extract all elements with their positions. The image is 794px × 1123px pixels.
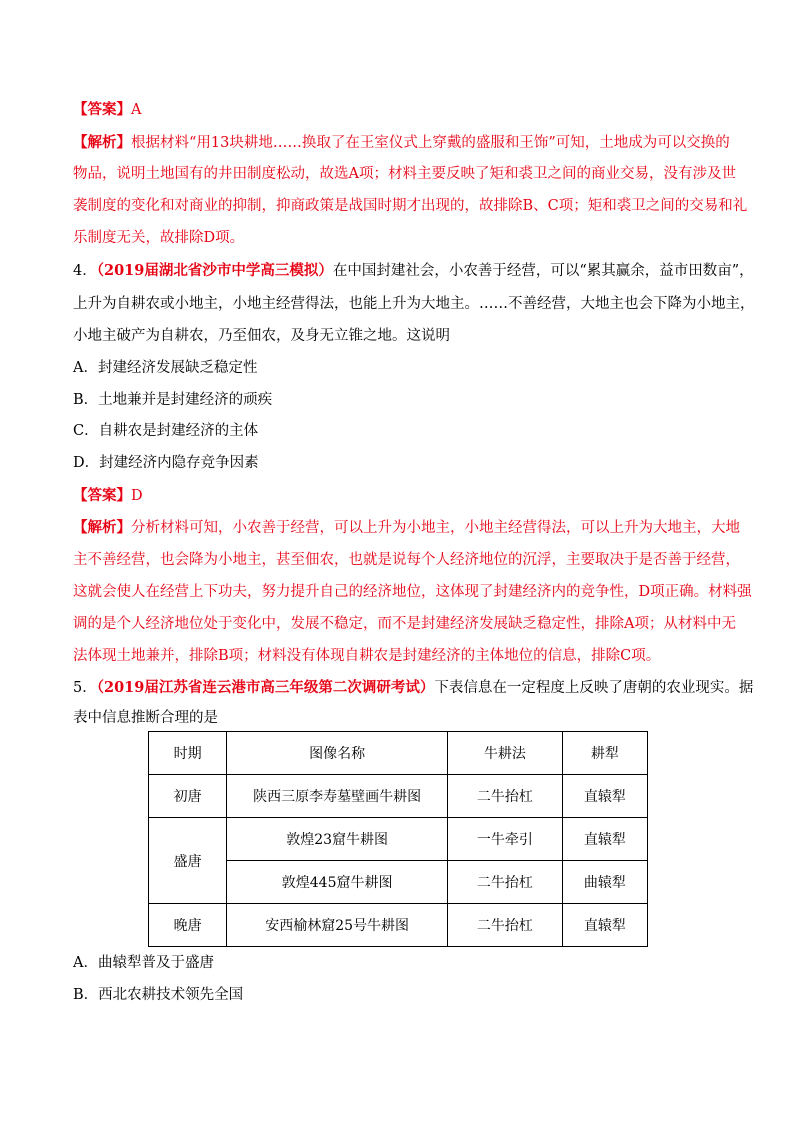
cell-image: 陕西三原李寿墓壁画牛耕图 (227, 775, 448, 818)
cell-period: 盛唐 (149, 818, 227, 904)
q3-analysis-tag: 【解析】 (73, 134, 131, 151)
q5-stem-line-2: 表中信息推断合理的是 (73, 710, 218, 726)
cell-image: 敦煌445窟牛耕图 (227, 861, 448, 904)
cell-plow: 直辕犁 (562, 818, 647, 861)
header-method: 牛耕法 (447, 732, 562, 775)
q4-source: （2019届湖北省沙市中学高三模拟） (96, 262, 333, 279)
cell-method: 一牛牵引 (447, 818, 562, 861)
q4-analysis-tag: 【解析】 (73, 519, 131, 536)
cell-method: 二牛抬杠 (447, 775, 562, 818)
q5-option-b: B．西北农耕技术领先全国 (73, 987, 244, 1003)
header-plow: 耕犁 (562, 732, 647, 775)
q5-source: （2019届江苏省连云港市高三年级第二次调研考试） (96, 679, 435, 696)
q3-analysis-line-4: 乐制度无关，故排除D项。 (73, 230, 245, 246)
cell-image: 安西榆林窟25号牛耕图 (227, 904, 448, 947)
header-image: 图像名称 (227, 732, 448, 775)
q4-stem-line-1 (73, 261, 754, 281)
q4-number: 4． (73, 263, 97, 279)
cell-period: 晚唐 (149, 904, 227, 947)
q4-option-c: C．自耕农是封建经济的主体 (73, 423, 259, 439)
table-header-row (149, 732, 648, 775)
cell-plow: 直辕犁 (562, 904, 647, 947)
q4-analysis-line-1 (73, 518, 740, 538)
q3-answer-value: A (131, 102, 142, 118)
q3-answer-tag: 【答案】 (73, 101, 131, 118)
q4-answer (73, 486, 143, 506)
cell-period: 初唐 (149, 775, 227, 818)
cell-method: 二牛抬杠 (447, 861, 562, 904)
q4-analysis-line-5: 法体现土地兼并，排除B项；材料没有体现自耕农是封建经济的主体地位的信息，排除C项。 (73, 648, 661, 664)
q3-answer (73, 100, 141, 120)
info-table (148, 731, 648, 947)
table-row (149, 775, 648, 818)
cell-plow: 直辕犁 (562, 775, 647, 818)
table-row (149, 818, 648, 861)
q4-option-a: A．封建经济发展缺乏稳定性 (73, 360, 258, 376)
q4-stem-line-3: 小地主破产为自耕农，乃至佃农，及身无立锥之地。这说明 (73, 328, 450, 344)
q5-stem-line-1 (73, 678, 753, 698)
q4-option-b: B．土地兼并是封建经济的顽疾 (73, 392, 273, 408)
cell-method: 二牛抬杠 (447, 904, 562, 947)
q4-answer-tag: 【答案】 (73, 487, 131, 504)
q4-option-d: D．封建经济内隐存竞争因素 (73, 455, 259, 471)
q4-answer-value: D (131, 488, 143, 504)
q5-option-a: A．曲辕犁普及于盛唐 (73, 955, 214, 971)
q4-analysis-line-3: 这就会使人在经营上下功夫，努力提升自己的经济地位，这体现了封建经济内的竞争性，D项正确。材料强 (73, 584, 752, 600)
table-row (149, 904, 648, 947)
q5-number: 5． (73, 680, 97, 696)
cell-image: 敦煌23窟牛耕图 (227, 818, 448, 861)
q4-analysis-line-2: 主不善经营，也会降为小地主，甚至佃农，也就是说每个人经济地位的沉浮，主要取决于是否善于经营， (73, 552, 740, 568)
q4-stem-line-2: 上升为自耕农或小地主，小地主经营得法，也能上升为大地主。……不善经营，大地主也会下降为小地主， (73, 296, 755, 312)
q5-stem-text: 下表信息在一定程度上反映了唐朝的农业现实。据 (434, 680, 754, 696)
q3-analysis-line-3: 袭制度的变化和对商业的抑制，抑商政策是战国时期才出现的，故排除B、C项；矩和裘卫之间的交易和礼 (73, 198, 748, 214)
q4-stem-text: 在中国封建社会，小农善于经营，可以“累其赢余，益市田数亩”， (332, 263, 754, 279)
header-period: 时期 (149, 732, 227, 775)
q3-analysis-text: 根据材料“用13块耕地……换取了在王室仪式上穿戴的盛服和王饰”可知，土地成为可以交换的 (131, 135, 730, 151)
q3-analysis-line-2: 物品，说明土地国有的井田制度松动，故选A项；材料主要反映了矩和裘卫之间的商业交易，没有涉及世 (73, 166, 736, 182)
q4-analysis-text: 分析材料可知，小农善于经营，可以上升为小地主，小地主经营得法，可以上升为大地主，大地 (131, 520, 740, 536)
cell-plow: 曲辕犁 (562, 861, 647, 904)
q4-analysis-line-4: 调的是个人经济地位处于变化中，发展不稳定，而不是封建经济发展缺乏稳定性，排除A项；从材料中无 (73, 616, 736, 632)
q3-analysis-line-1 (73, 133, 730, 153)
